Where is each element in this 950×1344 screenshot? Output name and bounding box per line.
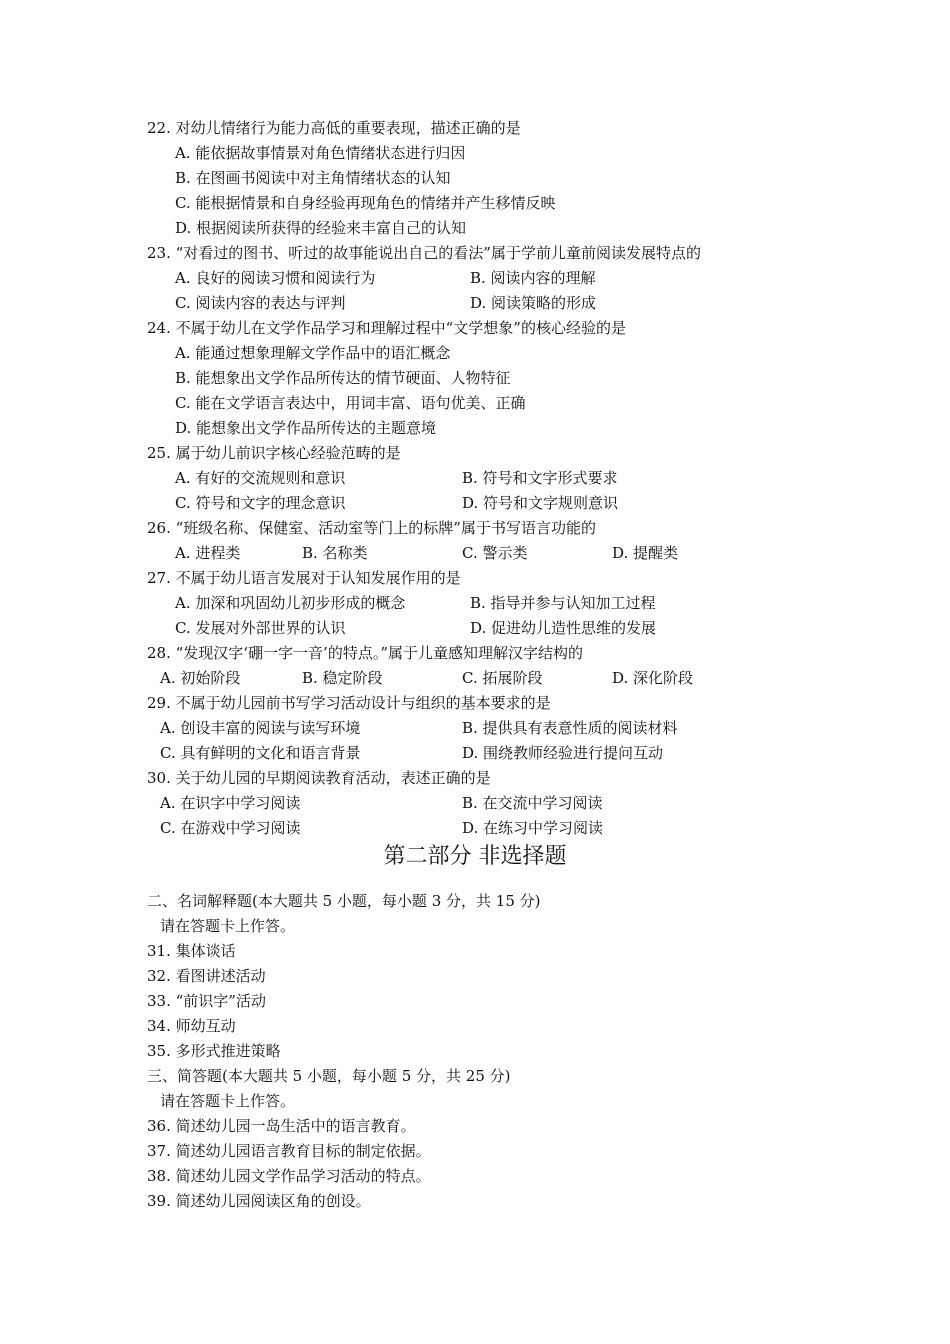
question-27-option-a: A. 加深和巩固幼儿初步形成的概念 [175,594,406,612]
question-28-stem: 28. “发现汉字‘硼一字一音’的特点。”属于儿童感知理解汉字结构的 [147,644,583,662]
question-38: 38. 简述幼儿园文学作品学习活动的特点。 [147,1167,431,1185]
question-26-option-a: A. 进程类 [175,544,241,562]
question-26-stem: 26. “班级名称、保健室、活动室等门上的标牌”属于书写语言功能的 [147,519,596,537]
question-25-option-b: B. 符号和文字形式要求 [462,469,618,487]
question-30-option-a: A. 在识字中学习阅读 [160,794,301,812]
question-39: 39. 简述幼儿园阅读区角的创设。 [147,1192,371,1210]
question-26-option-d: D. 提醒类 [612,544,679,562]
section-2-heading: 二、名词解释题(本大题共 5 小题，每小题 3 分，共 15 分) [147,892,541,910]
question-29-option-a: A. 创设丰富的阅读与读写环境 [160,719,361,737]
question-22-stem: 22. 对幼儿情绪行为能力高低的重要表现，描述正确的是 [147,119,521,137]
question-27-option-d: D. 促进幼儿造性思维的发展 [470,619,657,637]
question-27-option-c: C. 发展对外部世界的认识 [175,619,346,637]
question-23-option-c: C. 阅读内容的表达与评判 [175,294,346,312]
question-30-option-c: C. 在游戏中学习阅读 [160,819,301,837]
question-34: 34. 师幼互动 [147,1017,236,1035]
question-29-option-d: D. 围绕教师经验进行提问互动 [462,744,664,762]
question-29-stem: 29. 不属于幼儿园前书写学习活动设计与组织的基本要求的是 [147,694,551,712]
question-22-option-d: D. 根据阅读所获得的经验来丰富自己的认知 [175,219,467,237]
question-33: 33. “前识字”活动 [147,992,266,1010]
question-26-option-c: C. 警示类 [462,544,528,562]
question-35: 35. 多形式推进策略 [147,1042,281,1060]
question-22-option-c: C. 能根据情景和自身经验再现角色的情绪并产生移情反映 [175,194,556,212]
question-23-option-d: D. 阅读策略的形成 [470,294,597,312]
question-26-option-b: B. 名称类 [302,544,368,562]
question-25-option-c: C. 符号和文字的理念意识 [175,494,346,512]
question-28-option-c: C. 拓展阶段 [462,669,543,687]
section-2-instruction: 请在答题卡上作答。 [160,917,296,935]
question-24-option-a: A. 能通过想象理解文学作品中的语汇概念 [175,344,451,362]
question-28-option-a: A. 初始阶段 [160,669,241,687]
question-30-option-b: B. 在交流中学习阅读 [462,794,603,812]
question-24-option-d: D. 能想象出文学作品所传达的主题意境 [175,419,437,437]
question-23-option-b: B. 阅读内容的理解 [470,269,596,287]
section-3-heading: 三、简答题(本大题共 5 小题，每小题 5 分，共 25 分) [147,1067,511,1085]
question-28-option-d: D. 深化阶段 [612,669,694,687]
question-22-option-a: A. 能依据故事情景对角色情绪状态进行归因 [175,144,466,162]
question-30-stem: 30. 关于幼儿园的早期阅读教育活动，表述正确的是 [147,769,491,787]
question-24-option-b: B. 能想象出文学作品所传达的情节硬面、人物特征 [175,369,511,387]
question-28-option-b: B. 稳定阶段 [302,669,383,687]
question-22-option-b: B. 在图画书阅读中对主角情绪状态的认知 [175,169,451,187]
question-29-option-b: B. 提供具有表意性质的阅读材料 [462,719,678,737]
question-24-option-c: C. 能在文学语言表达中，用词丰富、语句优美、正确 [175,394,526,412]
question-27-option-b: B. 指导并参与认知加工过程 [470,594,656,612]
section-3-instruction: 请在答题卡上作答。 [160,1092,296,1110]
question-27-stem: 27. 不属于幼儿语言发展对于认知发展作用的是 [147,569,461,587]
question-24-stem: 24. 不属于幼儿在文学作品学习和理解过程中“文学想象”的核心经验的是 [147,319,626,337]
question-30-option-d: D. 在练习中学习阅读 [462,819,604,837]
question-23-option-a: A. 良好的阅读习惯和阅读行为 [175,269,376,287]
question-25-option-a: A. 有好的交流规则和意识 [175,469,346,487]
question-31: 31. 集体谈话 [147,942,236,960]
question-37: 37. 简述幼儿园语言教育目标的制定依据。 [147,1142,431,1160]
question-25-option-d: D. 符号和文字规则意识 [462,494,619,512]
question-29-option-c: C. 具有鲜明的文化和语言背景 [160,744,361,762]
question-36: 36. 简述幼儿园一岛生活中的语言教育。 [147,1117,416,1135]
question-25-stem: 25. 属于幼儿前识字核心经验范畴的是 [147,444,401,462]
part-two-title: 第二部分 非选择题 [383,844,567,869]
question-32: 32. 看图讲述活动 [147,967,266,985]
question-23-stem: 23. “对看过的图书、听过的故事能说出自己的看法”属于学前儿童前阅读发展特点的 [147,244,701,262]
